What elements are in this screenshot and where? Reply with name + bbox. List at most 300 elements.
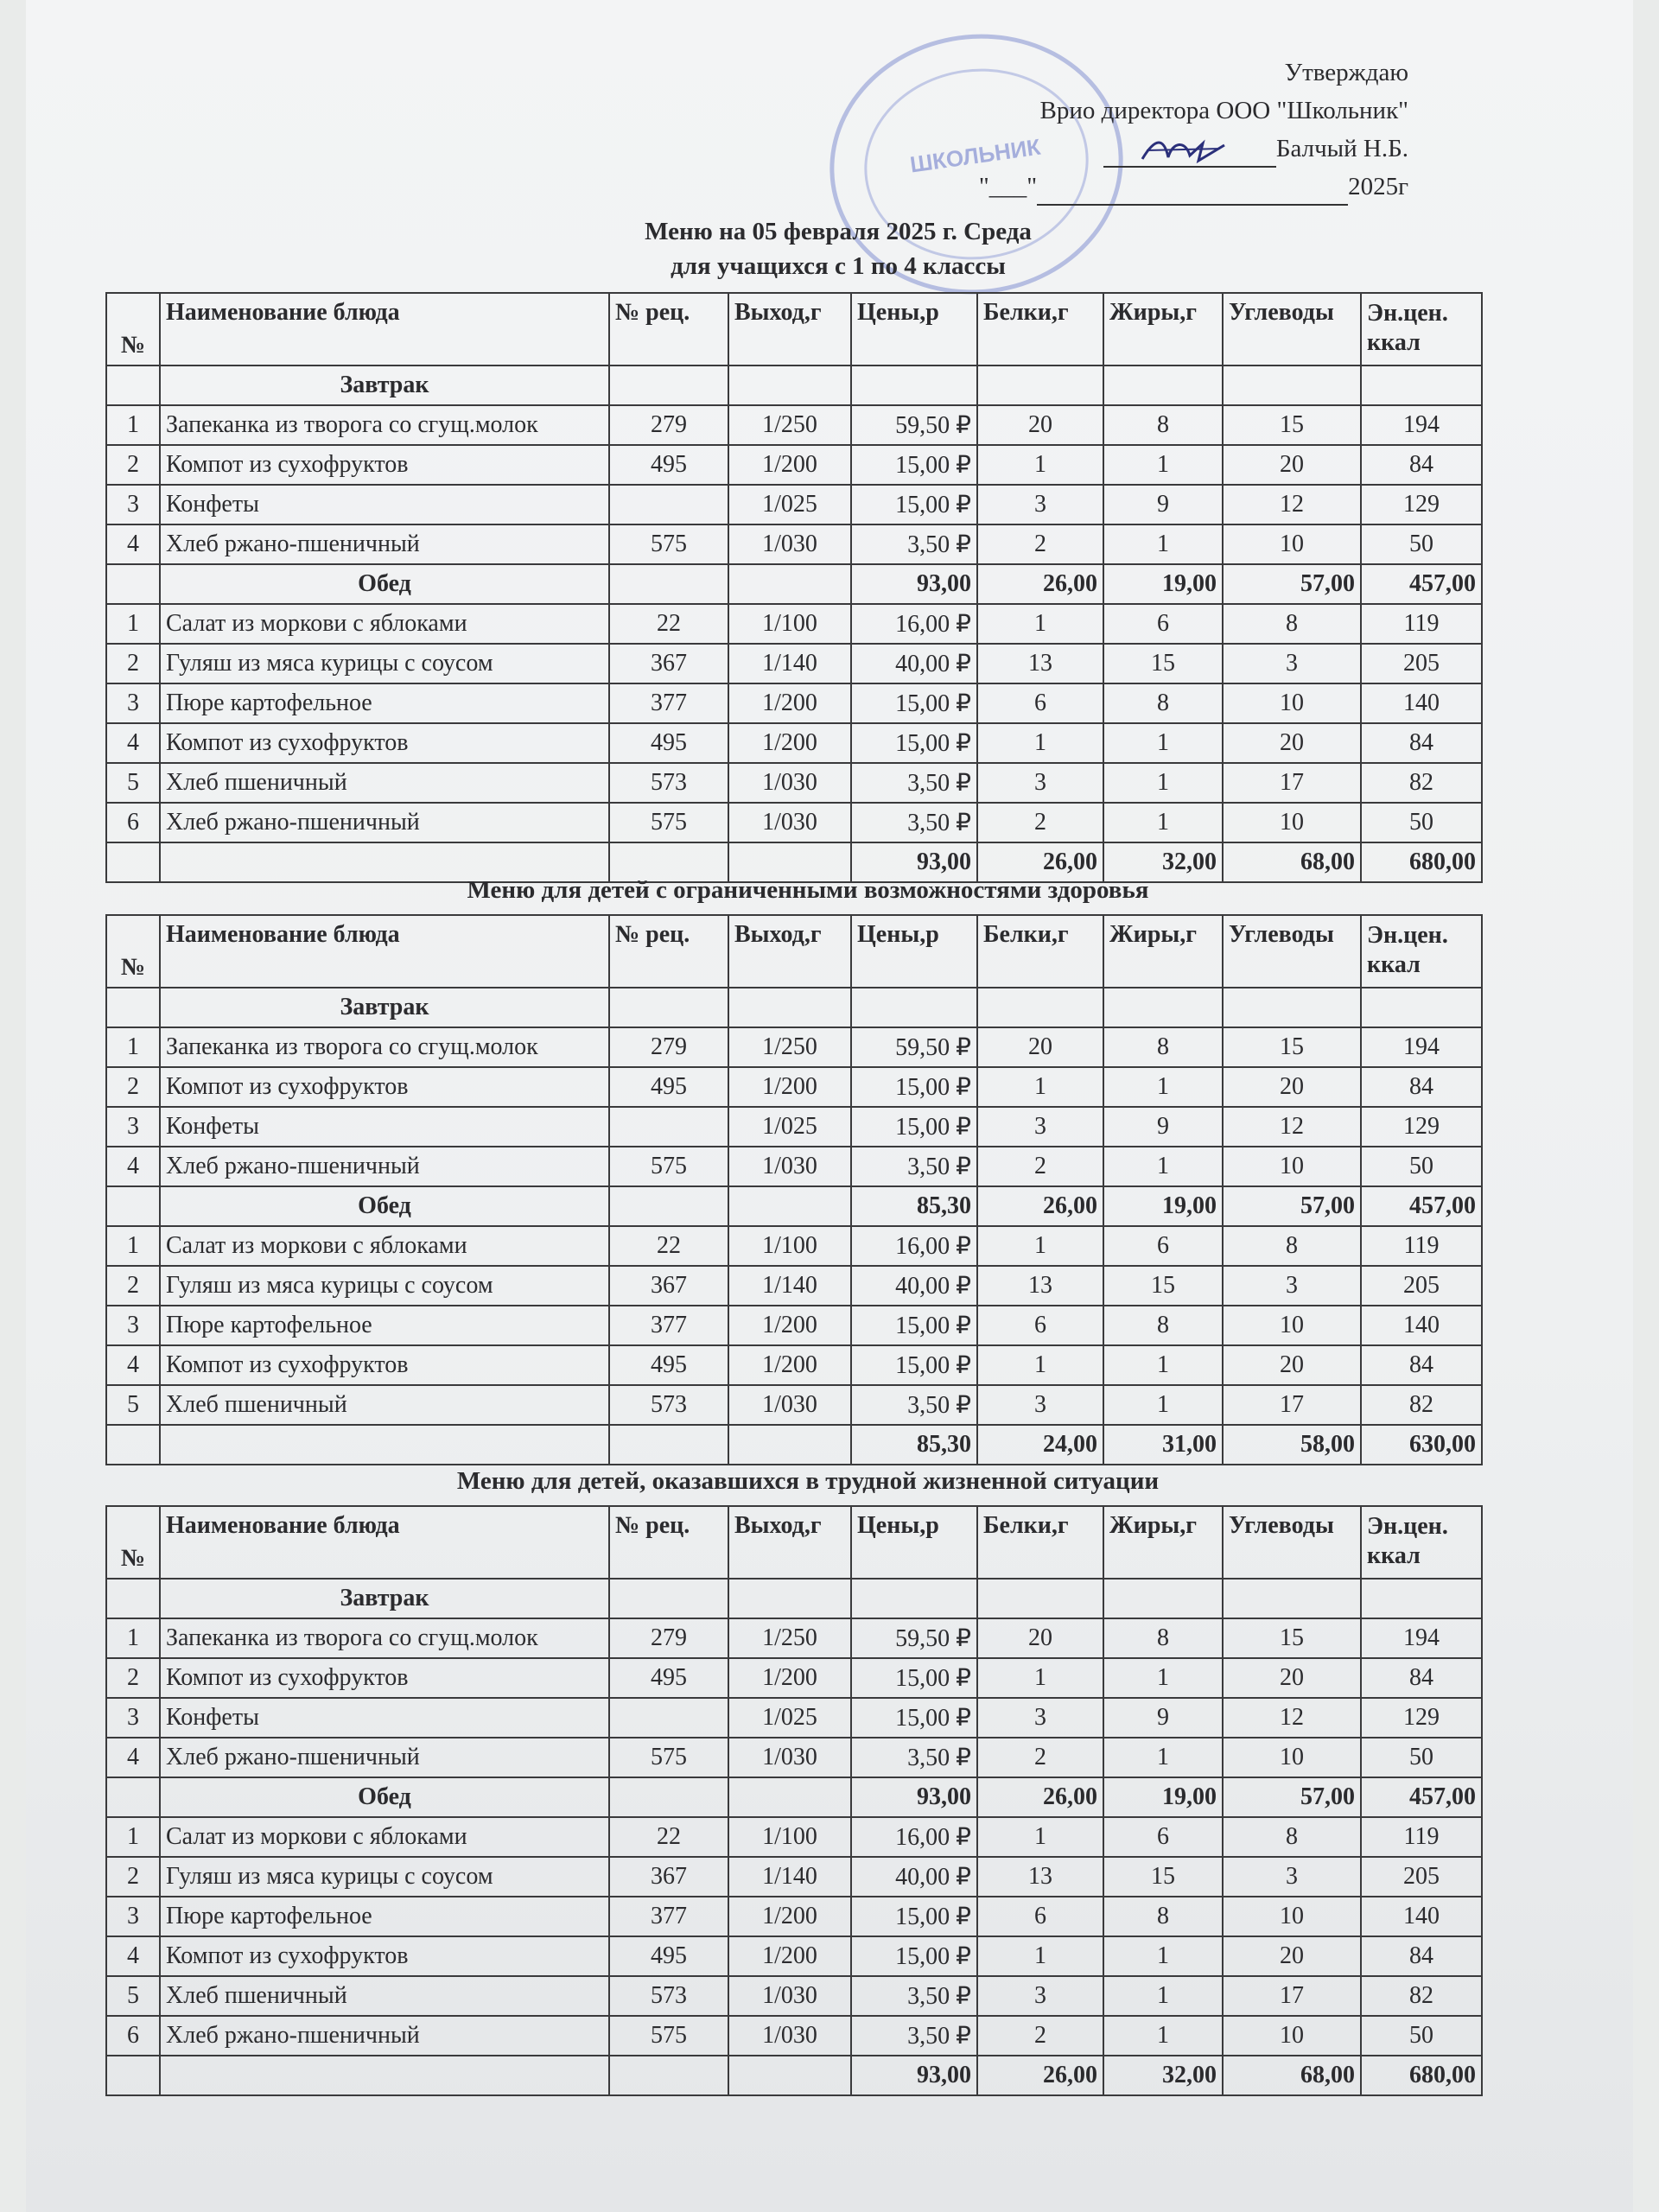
output: 1/200 [728, 1936, 851, 1976]
empty-cell [728, 1777, 851, 1817]
recipe-number: 377 [609, 1897, 728, 1936]
empty-cell [106, 1579, 160, 1618]
breakfast-total: 57,00 [1223, 1777, 1361, 1817]
breakfast-total: 19,00 [1103, 564, 1223, 604]
empty-cell [1103, 365, 1223, 405]
breakfast-total: 57,00 [1223, 1186, 1361, 1226]
recipe-number: 495 [609, 1067, 728, 1107]
recipe-number: 367 [609, 644, 728, 683]
row-number: 6 [106, 803, 160, 842]
proteins: 20 [977, 1618, 1103, 1658]
carbs: 12 [1223, 485, 1361, 524]
fats: 15 [1103, 1266, 1223, 1306]
carbs: 8 [1223, 1817, 1361, 1857]
energy: 119 [1361, 1817, 1482, 1857]
carbs: 8 [1223, 604, 1361, 644]
empty-cell [106, 564, 160, 604]
recipe-number: 279 [609, 1027, 728, 1067]
price: 15,00 ₽ [851, 1067, 977, 1107]
date-line [1037, 175, 1348, 206]
proteins: 6 [977, 1897, 1103, 1936]
breakfast-total: 19,00 [1103, 1777, 1223, 1817]
price: 3,50 ₽ [851, 1738, 977, 1777]
carbs: 10 [1223, 1897, 1361, 1936]
dish-name: Запеканка из творога со сгущ.молок [160, 1027, 609, 1067]
output: 1/030 [728, 1976, 851, 2016]
row-number: 4 [106, 1345, 160, 1385]
empty-cell [728, 2056, 851, 2095]
dish-name: Хлеб ржано-пшеничный [160, 803, 609, 842]
carbs: 10 [1223, 1147, 1361, 1186]
approval-year: 2025г [1348, 173, 1408, 200]
table-row [106, 1976, 1482, 2016]
dish-name: Конфеты [160, 485, 609, 524]
table-row [106, 644, 1482, 683]
table-row [106, 683, 1482, 723]
empty-cell [106, 842, 160, 882]
meal-label-row [106, 1186, 1482, 1226]
empty-cell [728, 1186, 851, 1226]
row-number: 4 [106, 1936, 160, 1976]
recipe-number: 22 [609, 1226, 728, 1266]
dish-name: Гуляш из мяса курицы с соусом [160, 1266, 609, 1306]
menu-table [105, 914, 1483, 1465]
proteins: 1 [977, 1658, 1103, 1698]
proteins: 1 [977, 1226, 1103, 1266]
header-carbs: Углеводы [1223, 915, 1361, 988]
menu-subtitle: для учащихся с 1 по 4 классы [671, 252, 1006, 280]
row-number: 1 [106, 1817, 160, 1857]
empty-cell [160, 2056, 609, 2095]
row-number: 1 [106, 1226, 160, 1266]
carbs: 20 [1223, 1658, 1361, 1698]
empty-cell [106, 988, 160, 1027]
fats: 1 [1103, 1738, 1223, 1777]
price: 3,50 ₽ [851, 803, 977, 842]
output: 1/030 [728, 524, 851, 564]
table-row [106, 803, 1482, 842]
empty-cell [609, 2056, 728, 2095]
energy: 50 [1361, 1738, 1482, 1777]
document-sheet [26, 0, 1633, 2212]
carbs: 3 [1223, 1857, 1361, 1897]
fats: 8 [1103, 1306, 1223, 1345]
empty-cell [609, 564, 728, 604]
row-number: 2 [106, 1857, 160, 1897]
stamp-text: ШКОЛЬНИК [908, 133, 1042, 178]
empty-cell [977, 1579, 1103, 1618]
proteins: 1 [977, 604, 1103, 644]
header-dish-name: Наименование блюда [160, 915, 609, 988]
header-output: Выход,г [728, 1506, 851, 1579]
dish-name: Конфеты [160, 1698, 609, 1738]
energy: 50 [1361, 2016, 1482, 2056]
dish-name: Пюре картофельное [160, 1897, 609, 1936]
header-fats: Жиры,г [1103, 293, 1223, 365]
energy: 50 [1361, 803, 1482, 842]
table-row [106, 1817, 1482, 1857]
table-row [106, 1067, 1482, 1107]
header-recipe: № рец. [609, 293, 728, 365]
row-number: 3 [106, 683, 160, 723]
header-output: Выход,г [728, 915, 851, 988]
carbs: 10 [1223, 2016, 1361, 2056]
carbs: 10 [1223, 1306, 1361, 1345]
meal-label-breakfast: Завтрак [160, 365, 609, 405]
empty-cell [1223, 988, 1361, 1027]
fats: 8 [1103, 1027, 1223, 1067]
price: 59,50 ₽ [851, 1027, 977, 1067]
fats: 8 [1103, 683, 1223, 723]
approval-signature-row [979, 130, 1408, 168]
dish-name: Компот из сухофруктов [160, 445, 609, 485]
table-row [106, 1698, 1482, 1738]
row-number: 5 [106, 763, 160, 803]
table-row [106, 485, 1482, 524]
dish-name: Компот из сухофруктов [160, 723, 609, 763]
breakfast-total: 26,00 [977, 564, 1103, 604]
price: 3,50 ₽ [851, 1385, 977, 1425]
proteins: 3 [977, 1976, 1103, 2016]
empty-cell [728, 564, 851, 604]
fats: 1 [1103, 1345, 1223, 1385]
dish-name: Пюре картофельное [160, 1306, 609, 1345]
proteins: 1 [977, 1817, 1103, 1857]
dish-name: Хлеб пшеничный [160, 763, 609, 803]
section-caption: Меню для детей, оказавшихся в трудной жизненной ситуации [456, 1467, 1160, 1495]
proteins: 6 [977, 1306, 1103, 1345]
proteins: 3 [977, 763, 1103, 803]
proteins: 1 [977, 445, 1103, 485]
energy: 129 [1361, 1698, 1482, 1738]
dish-name: Компот из сухофруктов [160, 1067, 609, 1107]
meal-label-row [106, 564, 1482, 604]
empty-cell [106, 1777, 160, 1817]
dish-name: Компот из сухофруктов [160, 1936, 609, 1976]
header-price: Цены,р [851, 293, 977, 365]
table-row [106, 1385, 1482, 1425]
dish-name: Пюре картофельное [160, 683, 609, 723]
energy: 84 [1361, 445, 1482, 485]
price: 15,00 ₽ [851, 445, 977, 485]
approval-block [979, 54, 1408, 206]
header-energy-line1: Эн.цен. [1367, 1513, 1448, 1540]
price: 59,50 ₽ [851, 405, 977, 445]
fats: 8 [1103, 1897, 1223, 1936]
table-row [106, 1147, 1482, 1186]
empty-cell [106, 2056, 160, 2095]
energy: 84 [1361, 1067, 1482, 1107]
empty-cell [106, 365, 160, 405]
header-price: Цены,р [851, 915, 977, 988]
row-number: 1 [106, 1027, 160, 1067]
carbs: 3 [1223, 644, 1361, 683]
output: 1/200 [728, 1658, 851, 1698]
fats: 1 [1103, 1976, 1223, 2016]
energy: 205 [1361, 1266, 1482, 1306]
energy: 84 [1361, 1658, 1482, 1698]
recipe-number [609, 485, 728, 524]
empty-cell [1361, 1579, 1482, 1618]
header-number: № [106, 293, 160, 365]
recipe-number: 279 [609, 405, 728, 445]
energy: 140 [1361, 1306, 1482, 1345]
handwritten-signature [1138, 133, 1233, 168]
empty-cell [609, 365, 728, 405]
carbs: 10 [1223, 1738, 1361, 1777]
lunch-total: 68,00 [1223, 842, 1361, 882]
empty-cell [106, 1186, 160, 1226]
recipe-number: 22 [609, 1817, 728, 1857]
carbs: 17 [1223, 763, 1361, 803]
recipe-number [609, 1107, 728, 1147]
proteins: 20 [977, 1027, 1103, 1067]
meal-label-lunch: Обед [160, 1186, 609, 1226]
header-proteins: Белки,г [977, 915, 1103, 988]
proteins: 20 [977, 405, 1103, 445]
breakfast-total: 93,00 [851, 564, 977, 604]
recipe-number: 22 [609, 604, 728, 644]
carbs: 10 [1223, 683, 1361, 723]
energy: 50 [1361, 1147, 1482, 1186]
dish-name: Компот из сухофруктов [160, 1345, 609, 1385]
recipe-number: 495 [609, 1658, 728, 1698]
fats: 1 [1103, 445, 1223, 485]
empty-cell [1361, 988, 1482, 1027]
empty-cell [728, 365, 851, 405]
row-number: 6 [106, 2016, 160, 2056]
energy: 84 [1361, 723, 1482, 763]
table-row [106, 445, 1482, 485]
table-header-row [106, 915, 1482, 988]
output: 1/100 [728, 1226, 851, 1266]
header-proteins: Белки,г [977, 293, 1103, 365]
header-recipe: № рец. [609, 1506, 728, 1579]
energy: 82 [1361, 1385, 1482, 1425]
carbs: 12 [1223, 1107, 1361, 1147]
row-number: 1 [106, 405, 160, 445]
menu-table [105, 292, 1483, 883]
energy: 129 [1361, 1107, 1482, 1147]
approval-date-row [979, 168, 1408, 206]
dish-name: Запеканка из творога со сгущ.молок [160, 1618, 609, 1658]
header-dish-name: Наименование блюда [160, 293, 609, 365]
dish-name: Салат из моркови с яблоками [160, 1226, 609, 1266]
output: 1/030 [728, 2016, 851, 2056]
recipe-number [609, 1698, 728, 1738]
recipe-number: 377 [609, 1306, 728, 1345]
breakfast-total: 19,00 [1103, 1186, 1223, 1226]
recipe-number: 573 [609, 1385, 728, 1425]
breakfast-total: 457,00 [1361, 564, 1482, 604]
recipe-number: 279 [609, 1618, 728, 1658]
output: 1/140 [728, 1857, 851, 1897]
fats: 1 [1103, 1936, 1223, 1976]
header-output: Выход,г [728, 293, 851, 365]
lunch-total: 630,00 [1361, 1425, 1482, 1465]
row-number: 3 [106, 485, 160, 524]
signature-line [1103, 137, 1276, 168]
energy: 82 [1361, 763, 1482, 803]
lunch-total: 93,00 [851, 842, 977, 882]
energy: 194 [1361, 1027, 1482, 1067]
proteins: 13 [977, 1266, 1103, 1306]
carbs: 20 [1223, 723, 1361, 763]
breakfast-total: 457,00 [1361, 1777, 1482, 1817]
header-energy [1361, 293, 1482, 365]
output: 1/200 [728, 1067, 851, 1107]
header-number: № [106, 1506, 160, 1579]
fats: 1 [1103, 803, 1223, 842]
proteins: 1 [977, 723, 1103, 763]
recipe-number: 495 [609, 445, 728, 485]
energy: 84 [1361, 1936, 1482, 1976]
empty-cell [106, 1425, 160, 1465]
carbs: 17 [1223, 1976, 1361, 2016]
approval-signer: Балчый Н.Б. [1275, 135, 1408, 162]
meal-label-row [106, 1777, 1482, 1817]
breakfast-total: 85,30 [851, 1186, 977, 1226]
dish-name: Гуляш из мяса курицы с соусом [160, 1857, 609, 1897]
table-row [106, 723, 1482, 763]
price: 15,00 ₽ [851, 1345, 977, 1385]
meal-label-lunch: Обед [160, 564, 609, 604]
price: 40,00 ₽ [851, 1266, 977, 1306]
price: 40,00 ₽ [851, 644, 977, 683]
carbs: 17 [1223, 1385, 1361, 1425]
header-recipe: № рец. [609, 915, 728, 988]
carbs: 20 [1223, 1936, 1361, 1976]
lunch-total: 24,00 [977, 1425, 1103, 1465]
fats: 9 [1103, 485, 1223, 524]
price: 3,50 ₽ [851, 1976, 977, 2016]
output: 1/025 [728, 1698, 851, 1738]
carbs: 8 [1223, 1226, 1361, 1266]
fats: 1 [1103, 2016, 1223, 2056]
output: 1/030 [728, 1385, 851, 1425]
empty-cell [977, 988, 1103, 1027]
dish-name: Салат из моркови с яблоками [160, 604, 609, 644]
output: 1/250 [728, 405, 851, 445]
header-energy-line2: ккал [1367, 1542, 1421, 1569]
section-caption: Меню для детей с ограниченными возможностями здоровья [467, 876, 1149, 904]
price: 15,00 ₽ [851, 683, 977, 723]
energy: 82 [1361, 1976, 1482, 2016]
table-row [106, 1618, 1482, 1658]
price: 16,00 ₽ [851, 1817, 977, 1857]
table-row [106, 604, 1482, 644]
header-energy [1361, 1506, 1482, 1579]
row-number: 1 [106, 1618, 160, 1658]
price: 15,00 ₽ [851, 1107, 977, 1147]
table-row [106, 524, 1482, 564]
proteins: 13 [977, 644, 1103, 683]
table-row [106, 405, 1482, 445]
breakfast-total: 57,00 [1223, 564, 1361, 604]
breakfast-total: 26,00 [977, 1777, 1103, 1817]
approval-title: Утверждаю [1284, 59, 1408, 86]
lunch-total: 85,30 [851, 1425, 977, 1465]
recipe-number: 575 [609, 1738, 728, 1777]
proteins: 1 [977, 1936, 1103, 1976]
output: 1/200 [728, 1897, 851, 1936]
energy: 140 [1361, 683, 1482, 723]
empty-cell [1223, 1579, 1361, 1618]
carbs: 20 [1223, 445, 1361, 485]
meal-label-breakfast: Завтрак [160, 988, 609, 1027]
recipe-number: 575 [609, 2016, 728, 2056]
row-number: 4 [106, 1738, 160, 1777]
price: 15,00 ₽ [851, 723, 977, 763]
proteins: 2 [977, 2016, 1103, 2056]
carbs: 15 [1223, 405, 1361, 445]
proteins: 2 [977, 524, 1103, 564]
dish-name: Хлеб ржано-пшеничный [160, 524, 609, 564]
header-proteins: Белки,г [977, 1506, 1103, 1579]
fats: 6 [1103, 1817, 1223, 1857]
row-number: 3 [106, 1897, 160, 1936]
energy: 205 [1361, 1857, 1482, 1897]
table-row [106, 1897, 1482, 1936]
breakfast-total: 26,00 [977, 1186, 1103, 1226]
table-row [106, 1857, 1482, 1897]
table-row [106, 1306, 1482, 1345]
empty-cell [851, 365, 977, 405]
empty-cell [851, 988, 977, 1027]
header-energy-line1: Эн.цен. [1367, 300, 1448, 327]
dish-name: Гуляш из мяса курицы с соусом [160, 644, 609, 683]
header-carbs: Углеводы [1223, 1506, 1361, 1579]
recipe-number: 575 [609, 524, 728, 564]
output: 1/030 [728, 1738, 851, 1777]
lunch-total: 680,00 [1361, 2056, 1482, 2095]
carbs: 10 [1223, 803, 1361, 842]
dish-name: Запеканка из творога со сгущ.молок [160, 405, 609, 445]
output: 1/140 [728, 1266, 851, 1306]
proteins: 3 [977, 1107, 1103, 1147]
table-header-row [106, 293, 1482, 365]
lunch-total: 32,00 [1103, 842, 1223, 882]
table-row [106, 1345, 1482, 1385]
meal-label-row [106, 1579, 1482, 1618]
price: 59,50 ₽ [851, 1618, 977, 1658]
price: 15,00 ₽ [851, 1936, 977, 1976]
empty-cell [977, 365, 1103, 405]
empty-cell [160, 1425, 609, 1465]
row-number: 5 [106, 1385, 160, 1425]
meal-label-row [106, 988, 1482, 1027]
fats: 1 [1103, 763, 1223, 803]
proteins: 3 [977, 485, 1103, 524]
fats: 9 [1103, 1107, 1223, 1147]
header-energy-line2: ккал [1367, 951, 1421, 978]
energy: 194 [1361, 405, 1482, 445]
row-number: 5 [106, 1976, 160, 2016]
recipe-number: 367 [609, 1266, 728, 1306]
approval-date-day: "___" [978, 173, 1038, 200]
header-fats: Жиры,г [1103, 915, 1223, 988]
proteins: 2 [977, 1147, 1103, 1186]
output: 1/250 [728, 1618, 851, 1658]
breakfast-total: 457,00 [1361, 1186, 1482, 1226]
fats: 1 [1103, 1147, 1223, 1186]
fats: 6 [1103, 1226, 1223, 1266]
proteins: 1 [977, 1067, 1103, 1107]
dish-name: Компот из сухофруктов [160, 1658, 609, 1698]
row-number: 3 [106, 1306, 160, 1345]
lunch-total: 32,00 [1103, 2056, 1223, 2095]
output: 1/025 [728, 1107, 851, 1147]
